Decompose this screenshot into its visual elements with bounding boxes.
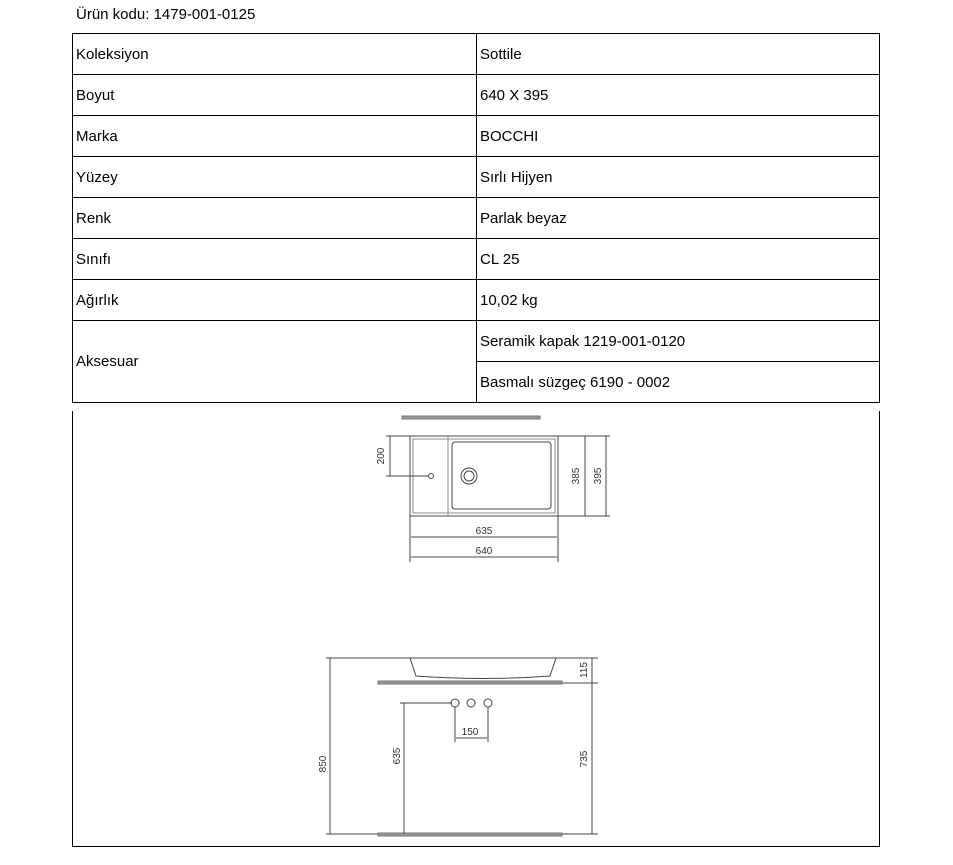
basin-bowl [452,442,551,509]
dim-label-640: 640 [475,546,493,557]
basin-outline [410,436,558,516]
accessory-label: Aksesuar [73,321,477,403]
weight-value: 10,02 kg [477,280,880,321]
dimension-labels [318,447,604,772]
tap-hole-icon [451,699,459,707]
surface-label: Yüzey [73,157,477,198]
accessory-item-2: Basmalı süzgeç 6190 - 0002 [477,362,880,403]
class-label: Sınıfı [73,239,477,280]
dim-label-395: 395 [593,467,604,485]
tap-hole-icon [467,699,475,707]
collection-label: Koleksiyon [73,34,477,75]
dim-label-635-height: 635 [392,747,403,765]
weight-label: Ağırlık [73,280,477,321]
class-value: CL 25 [477,239,880,280]
basin-side-profile [410,658,556,679]
tap-hole-icon [484,699,492,707]
top-counter-bar [402,416,540,419]
side-view [326,658,598,836]
dim-label-150: 150 [461,727,479,738]
drain-icon [461,468,477,484]
size-label: Boyut [73,75,477,116]
surface-value: Sırlı Hijyen [477,157,880,198]
dim-label-850: 850 [318,755,329,773]
brand-value: BOCCHI [477,116,880,157]
counter-bar [378,681,562,684]
collection-value: Sottile [477,34,880,75]
product-code: Ürün kodu: 1479-001-0125 [76,6,256,23]
dim-label-385: 385 [571,467,582,485]
dim-label-115: 115 [579,662,590,678]
brand-label: Marka [73,116,477,157]
dim-label-635: 635 [475,526,493,537]
basin-rim [413,439,555,513]
top-view [386,416,610,562]
color-value: Parlak beyaz [477,198,880,239]
floor-bar [378,833,562,836]
color-label: Renk [73,198,477,239]
size-value: 640 X 395 [477,75,880,116]
drain-inner-icon [464,471,474,481]
dim-label-735: 735 [579,750,590,768]
accessory-item-1: Seramik kapak 1219-001-0120 [477,321,880,362]
tap-hole-icon [429,474,434,479]
dim-label-200: 200 [376,447,387,465]
